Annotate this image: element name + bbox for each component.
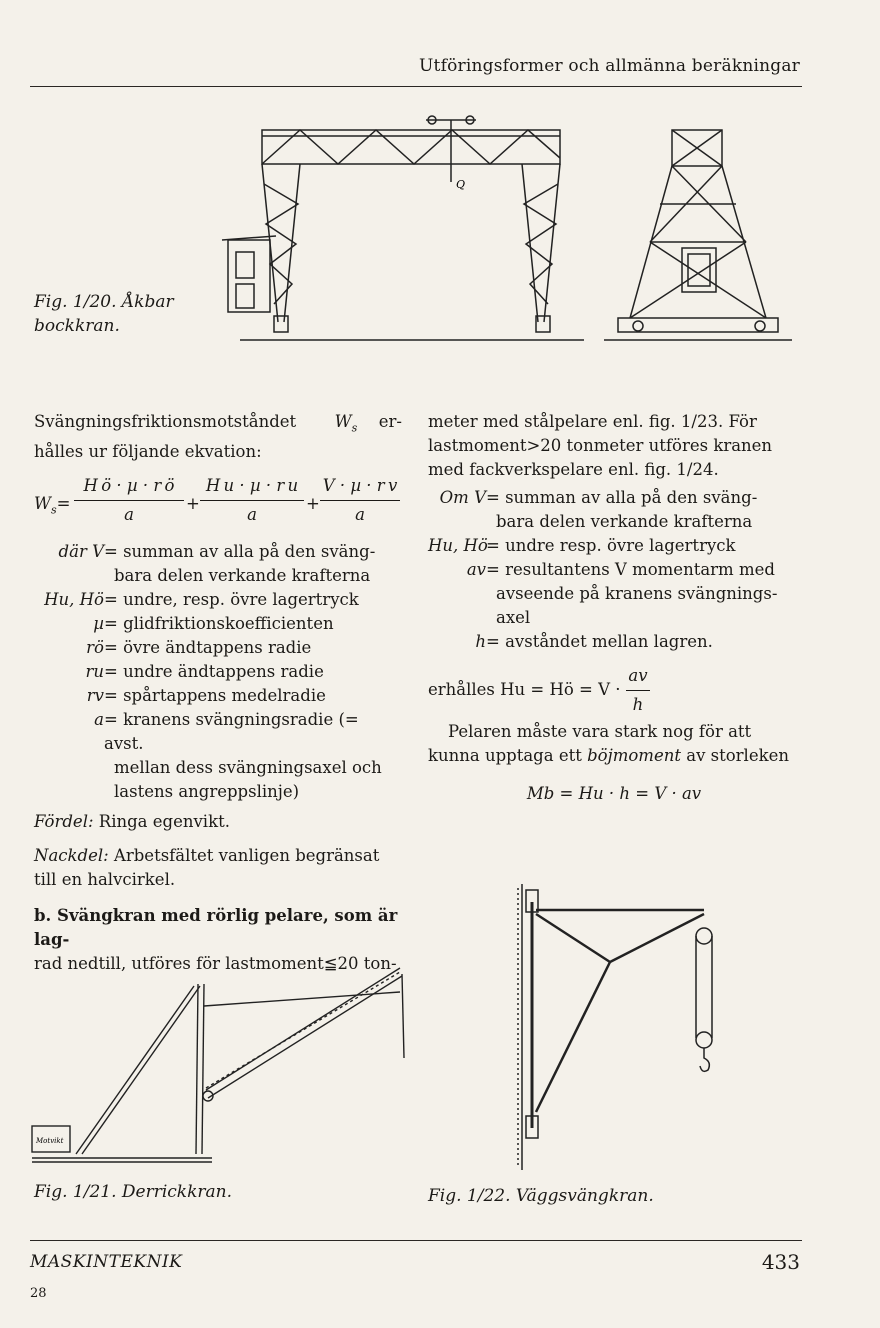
nackdel-text: Arbetsfältet vanligen begränsat xyxy=(108,846,380,866)
left-definition-row xyxy=(34,588,402,612)
footer-journal: MASKINTEKNIK xyxy=(30,1252,183,1272)
definition-text: bara delen verkande krafterna xyxy=(496,512,753,531)
formula-term1 xyxy=(74,474,184,527)
fig120-caption-line2: bockkran. xyxy=(34,316,120,336)
definition-text: = undre, resp. övre lagertryck xyxy=(104,590,359,610)
left-definitions xyxy=(34,540,402,804)
formula-term2 xyxy=(200,474,304,527)
fig120-caption xyxy=(34,290,174,338)
definition-text: = resultantens V momentarm med xyxy=(486,560,775,579)
term1-num: H ö · µ · r ö xyxy=(74,474,184,501)
fordel-text: Ringa egenvikt. xyxy=(93,812,230,832)
right-definition-row xyxy=(428,534,800,558)
footer-rule xyxy=(30,1240,802,1241)
left-definition-row xyxy=(34,756,402,780)
fordel-line xyxy=(34,810,402,834)
right-definition-row xyxy=(428,630,800,654)
footer-small-number: 28 xyxy=(30,1286,47,1301)
right-definitions xyxy=(428,486,800,654)
left-definition-row xyxy=(34,660,402,684)
frac-den: h xyxy=(632,695,644,714)
motvikt-label: Motvikt xyxy=(36,1137,64,1145)
definition-symbol xyxy=(428,510,486,534)
definition-symbol: rv xyxy=(86,686,104,706)
definition-symbol xyxy=(34,756,104,780)
pelaren-paragraph xyxy=(428,720,800,768)
fig121-caption: Fig. 1/21. Derrickkran. xyxy=(34,1182,233,1202)
definition-symbol: µ xyxy=(93,614,104,634)
definition-symbol: a xyxy=(94,710,104,730)
left-definition-row xyxy=(34,780,402,804)
term3-num: V · µ · r v xyxy=(320,474,400,501)
pelaren-line2a: kunna upptaga ett xyxy=(428,746,588,765)
definition-text: = summan av alla på den sväng- xyxy=(486,488,758,507)
page-number: 433 xyxy=(761,1250,800,1274)
nackdel-line xyxy=(34,844,402,892)
right-definition-row xyxy=(428,606,800,630)
intro-text: Svängningsfriktionsmotståndet xyxy=(34,412,297,431)
intro-paragraph xyxy=(34,410,402,464)
definition-text: axel xyxy=(496,608,531,627)
frac-num: av xyxy=(626,664,650,691)
right-definition-row xyxy=(428,510,800,534)
left-definition-row xyxy=(34,540,402,564)
running-header: Utföringsformer och allmänna beräkningar xyxy=(419,56,800,76)
right-intro xyxy=(428,410,800,482)
fig120-caption-line1: Fig. 1/20. Åkbar xyxy=(34,292,174,312)
moment-formula: Mb = Hu · h = V · av xyxy=(526,784,702,803)
definition-symbol xyxy=(34,780,104,804)
definition-symbol: där V xyxy=(58,542,104,562)
right-line2: lastmoment>20 tonmeter utföres kranen xyxy=(428,436,773,455)
definition-text: lastens angreppslinje) xyxy=(114,782,300,802)
definition-text: = undre resp. övre lagertryck xyxy=(486,536,736,555)
av-over-h xyxy=(626,664,650,717)
right-definition-row xyxy=(428,558,800,582)
definition-text: = glidfriktionskoefficienten xyxy=(104,614,334,634)
pelaren-line1: Pelaren måste vara stark nog för att xyxy=(448,722,752,741)
figure-gantry-crane xyxy=(220,112,800,348)
fig122-caption: Fig. 1/22. Väggsvängkran. xyxy=(428,1186,654,1206)
definition-symbol: h xyxy=(475,632,486,651)
definition-symbol: Hu, Hö xyxy=(428,536,488,555)
b-line1: b. Svängkran med rörlig pelare, som är lag- xyxy=(34,906,398,950)
erhalles-text: erhålles Hu = Hö = V · xyxy=(428,680,621,699)
intro-line2: hålles ur följande ekvation: xyxy=(34,442,262,462)
left-definition-row xyxy=(34,636,402,660)
right-column xyxy=(428,410,800,806)
left-definition-row xyxy=(34,684,402,708)
formula-eq: = xyxy=(56,494,71,514)
fordel-label: Fördel: xyxy=(34,812,94,832)
definition-text: = undre ändtappens radie xyxy=(104,662,324,682)
plus-1: + xyxy=(186,494,200,514)
right-line1: meter med stålpelare enl. fig. 1/23. För xyxy=(428,412,757,431)
nackdel-label: Nackdel: xyxy=(34,846,109,866)
intro-sub: s xyxy=(351,421,358,435)
definition-text: = övre ändtappens radie xyxy=(104,638,312,658)
definition-text: = kranens svängningsradie (= avst. xyxy=(104,710,359,754)
pelaren-line2b: av storleken xyxy=(680,746,789,765)
right-definition-row xyxy=(428,486,800,510)
left-definition-row xyxy=(34,564,402,588)
right-definition-row xyxy=(428,582,800,606)
plus-2: + xyxy=(306,494,320,514)
left-column xyxy=(34,410,402,976)
formula-lhs-sub: s xyxy=(50,503,57,517)
definition-symbol: Om V xyxy=(439,488,486,507)
definition-text: mellan dess svängningsaxel och xyxy=(114,758,382,778)
nackdel-text2: till en halvcirkel. xyxy=(34,870,176,890)
figure-wall-crane xyxy=(514,880,734,1176)
intro-var: W xyxy=(334,412,352,431)
right-line3: med fackverkspelare enl. fig. 1/24. xyxy=(428,460,719,479)
definition-text: avseende på kranens svängnings- xyxy=(496,584,778,603)
friction-formula xyxy=(34,472,402,536)
header-rule xyxy=(30,86,802,87)
term1-den: a xyxy=(124,505,134,525)
formula-lhs: W xyxy=(34,494,51,514)
term2-num: H u · µ · r u xyxy=(200,474,304,501)
erhalles-formula xyxy=(428,662,800,714)
definition-symbol: Hu, Hö xyxy=(44,590,104,610)
load-label: Q xyxy=(456,178,466,191)
intro-end: er- xyxy=(378,412,402,431)
definition-symbol xyxy=(428,606,486,630)
b-line2: rad nedtill, utföres för lastmoment≦20 ton- xyxy=(34,954,397,974)
definition-symbol: rö xyxy=(86,638,104,658)
figure-derrick-crane xyxy=(28,962,418,1172)
definition-text: = spårtappens medelradie xyxy=(104,686,326,706)
left-definition-row xyxy=(34,612,402,636)
term2-den: a xyxy=(247,505,257,525)
formula-term3 xyxy=(320,474,400,527)
pelaren-emph: böjmoment xyxy=(587,746,681,765)
term3-den: a xyxy=(355,505,365,525)
definition-text: = avståndet mellan lagren. xyxy=(486,632,713,651)
definition-symbol: ru xyxy=(85,662,104,682)
definition-symbol xyxy=(34,564,104,588)
definition-symbol: av xyxy=(466,560,486,579)
definition-text: bara delen verkande krafterna xyxy=(114,566,371,586)
definition-symbol xyxy=(428,582,486,606)
left-definition-row xyxy=(34,708,402,756)
definition-text: = summan av alla på den sväng- xyxy=(104,542,376,562)
